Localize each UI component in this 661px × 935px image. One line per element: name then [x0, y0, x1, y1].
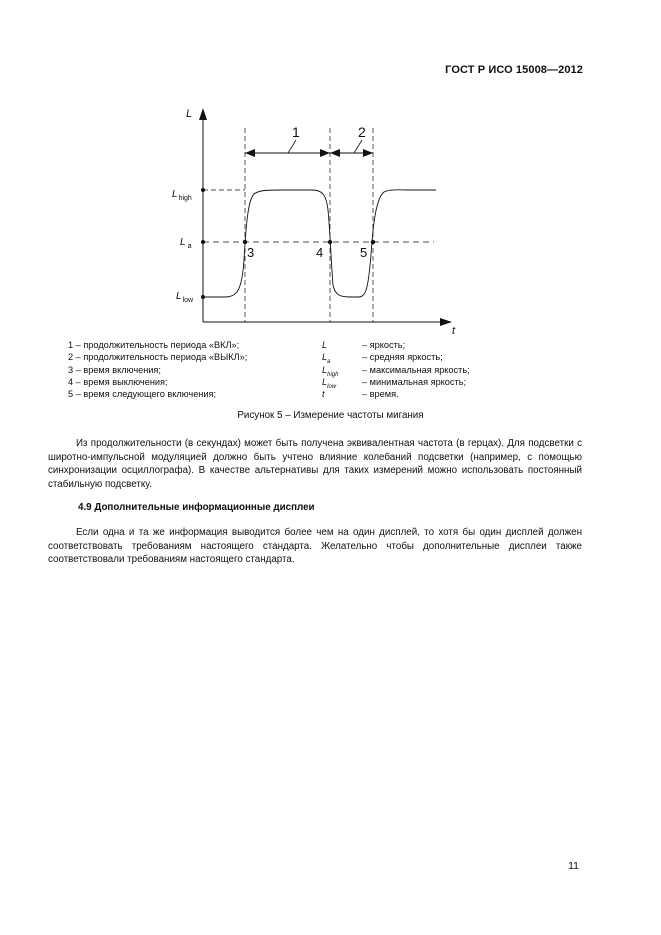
section-heading: 4.9 Дополнительные информационные дисплеи: [78, 502, 315, 513]
legend-symbol: $L_a$: [322, 352, 331, 366]
luminance-waveform: [203, 190, 436, 297]
legend-description: – минимальная яркость;: [362, 376, 467, 387]
level-label-low: $L_{low}$: [176, 291, 194, 304]
x-axis-arrow-icon: [440, 318, 452, 326]
legend-descriptions: [362, 339, 470, 400]
legend-description: – время.: [362, 389, 399, 400]
period-leader-2: [354, 140, 362, 153]
legend-symbol: $L_{low}$: [322, 376, 337, 390]
y-axis-arrow-icon: [199, 108, 207, 120]
arrowhead-right-icon: [363, 149, 373, 157]
arrowhead-right-icon: [320, 149, 330, 157]
legend-item: 1 – продолжительность периода «ВКЛ»;: [68, 340, 240, 350]
legend-item: 5 – время следующего включения;: [68, 389, 217, 400]
page-number: 11: [568, 860, 579, 872]
y-axis-label: L: [186, 108, 193, 120]
legend-symbol: $L_{high}$: [322, 364, 339, 378]
crossing-dot-4: [328, 240, 332, 244]
legend-symbol: t: [322, 389, 325, 400]
arrowhead-left-icon: [330, 149, 340, 157]
legend-item: 2 – продолжительность периода «ВЫКЛ»;: [68, 352, 248, 363]
figure-caption: Рисунок 5 – Измерение частоты мигания: [237, 410, 424, 421]
flicker-figure: [0, 0, 661, 340]
legend-symbol: L: [322, 340, 328, 350]
legend-item: 3 – время включения;: [68, 364, 161, 375]
point-label-4: 4: [316, 245, 324, 260]
paragraph-additional-displays: Если одна и та же информация выводится более чем на один дисплей, то хотя бы один дисплей должен соответствовать требованиям настоящего стандарта. Желательно чтобы дополнительные дисплеи также соответствовали требованиям настоящего стандарта.: [48, 527, 582, 566]
document-header: ГОСТ Р ИСО 15008—2012: [445, 64, 583, 76]
legend-description: – яркость;: [362, 340, 406, 350]
period-label-1: 1: [292, 124, 300, 140]
level-label-avg: L $_a$: [180, 237, 192, 250]
x-axis-label: t: [452, 325, 456, 337]
legend-description: – максимальная яркость;: [362, 364, 470, 375]
paragraph-frequency: Из продолжительности (в секундах) может быть получена эквивалентная частота (в герцах). Для подсветки с широтно-импульсной модуляцией должно быть учтено влияние колебаний подсветки (например, с помощью синхронизации осциллографа). В качестве альтернативы для таких измерений можно использовать постоянный стабильную подсветку.: [48, 438, 582, 490]
point-label-5: 5: [360, 245, 368, 260]
legend-numbers: [68, 339, 247, 400]
crossing-dot-5: [371, 240, 375, 244]
level-label-high: $L_{high}$: [172, 189, 192, 202]
point-label-3: 3: [247, 245, 255, 260]
arrowhead-left-icon: [245, 149, 255, 157]
legend-item: 4 – время выключения;: [68, 376, 168, 387]
period-leader-1: [288, 140, 296, 153]
legend-symbols: [322, 339, 338, 400]
legend-description: – средняя яркость;: [362, 352, 443, 363]
crossing-dot-3: [243, 240, 247, 244]
period-label-2: 2: [358, 124, 366, 140]
